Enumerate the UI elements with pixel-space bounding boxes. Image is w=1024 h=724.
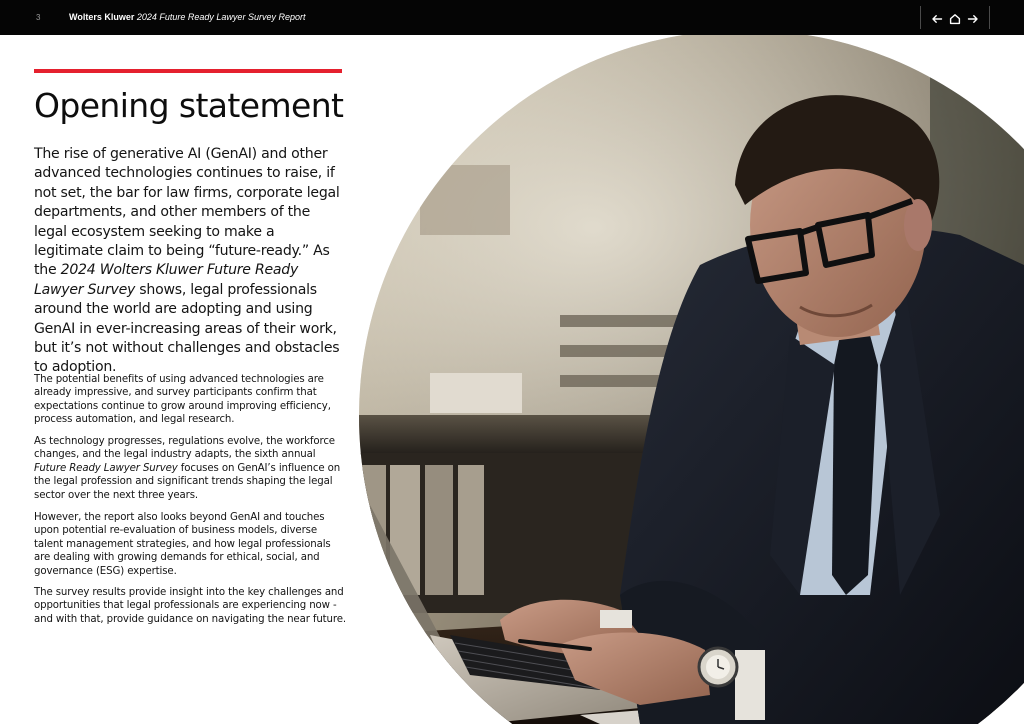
accent-rule	[34, 69, 342, 73]
report-title: 2024 Future Ready Lawyer Survey Report	[136, 12, 306, 22]
intro-text-end: shows, legal professionals around the world are adopting and using GenAI in ever-increasing areas of their work, but it’s not without challenges and obstacles to adoption.	[34, 281, 340, 376]
body-paragraph-focus	[34, 435, 346, 502]
brand-name: Wolters Kluwer	[69, 12, 135, 22]
paragraph-text-end: focuses on GenAI’s influence on the legal profession and significant trends shaping the legal sector over the next three years.	[34, 462, 341, 501]
intro-emphasis: 2024 Wolters Kluwer Future Ready Lawyer Survey	[34, 262, 299, 298]
previous-page-button[interactable]	[930, 11, 944, 25]
paragraph-text-start: As technology progresses, regulations evolve, the workforce changes, and the legal industry adapts, the sixth annual	[34, 436, 335, 461]
nav-divider	[920, 6, 921, 29]
body-paragraph-results: The survey results provide insight into the key challenges and opportunities that legal professionals are experiencing now - and with that, provide guidance on navigating the near future.	[34, 587, 347, 625]
next-page-button[interactable]	[966, 11, 980, 25]
intro-paragraph	[34, 145, 346, 378]
page-number: 3	[36, 13, 41, 22]
arrow-right-icon	[966, 12, 980, 26]
body-paragraph-beyond-genai: However, the report also looks beyond GenAI and touches upon potential re-evaluation of business models, diverse talent management strategies, and how legal professionals are dealing with growing demands for ethical, social, and governance (ESG) expertise.	[34, 512, 331, 577]
body-paragraph-benefits: The potential benefits of using advanced technologies are already impressive, and survey participants confirm that expectations continue to grow around improving efficiency, process automation, and legal research.	[34, 374, 331, 426]
arrow-left-icon	[930, 12, 944, 26]
nav-divider	[989, 6, 990, 29]
home-button[interactable]	[948, 11, 962, 25]
running-header	[69, 12, 305, 22]
home-icon	[948, 12, 962, 26]
paragraph-emphasis: Future Ready Lawyer Survey	[34, 462, 178, 474]
top-bar	[0, 0, 1024, 35]
intro-text-start: The rise of generative AI (GenAI) and other advanced technologies continues to raise, if not set, the bar for law firms, corporate legal departments, and other members of the legal ecosystem seeking to make a legitimate claim to being “future-ready.” As the	[34, 146, 340, 279]
page-title: Opening statement	[34, 86, 344, 125]
